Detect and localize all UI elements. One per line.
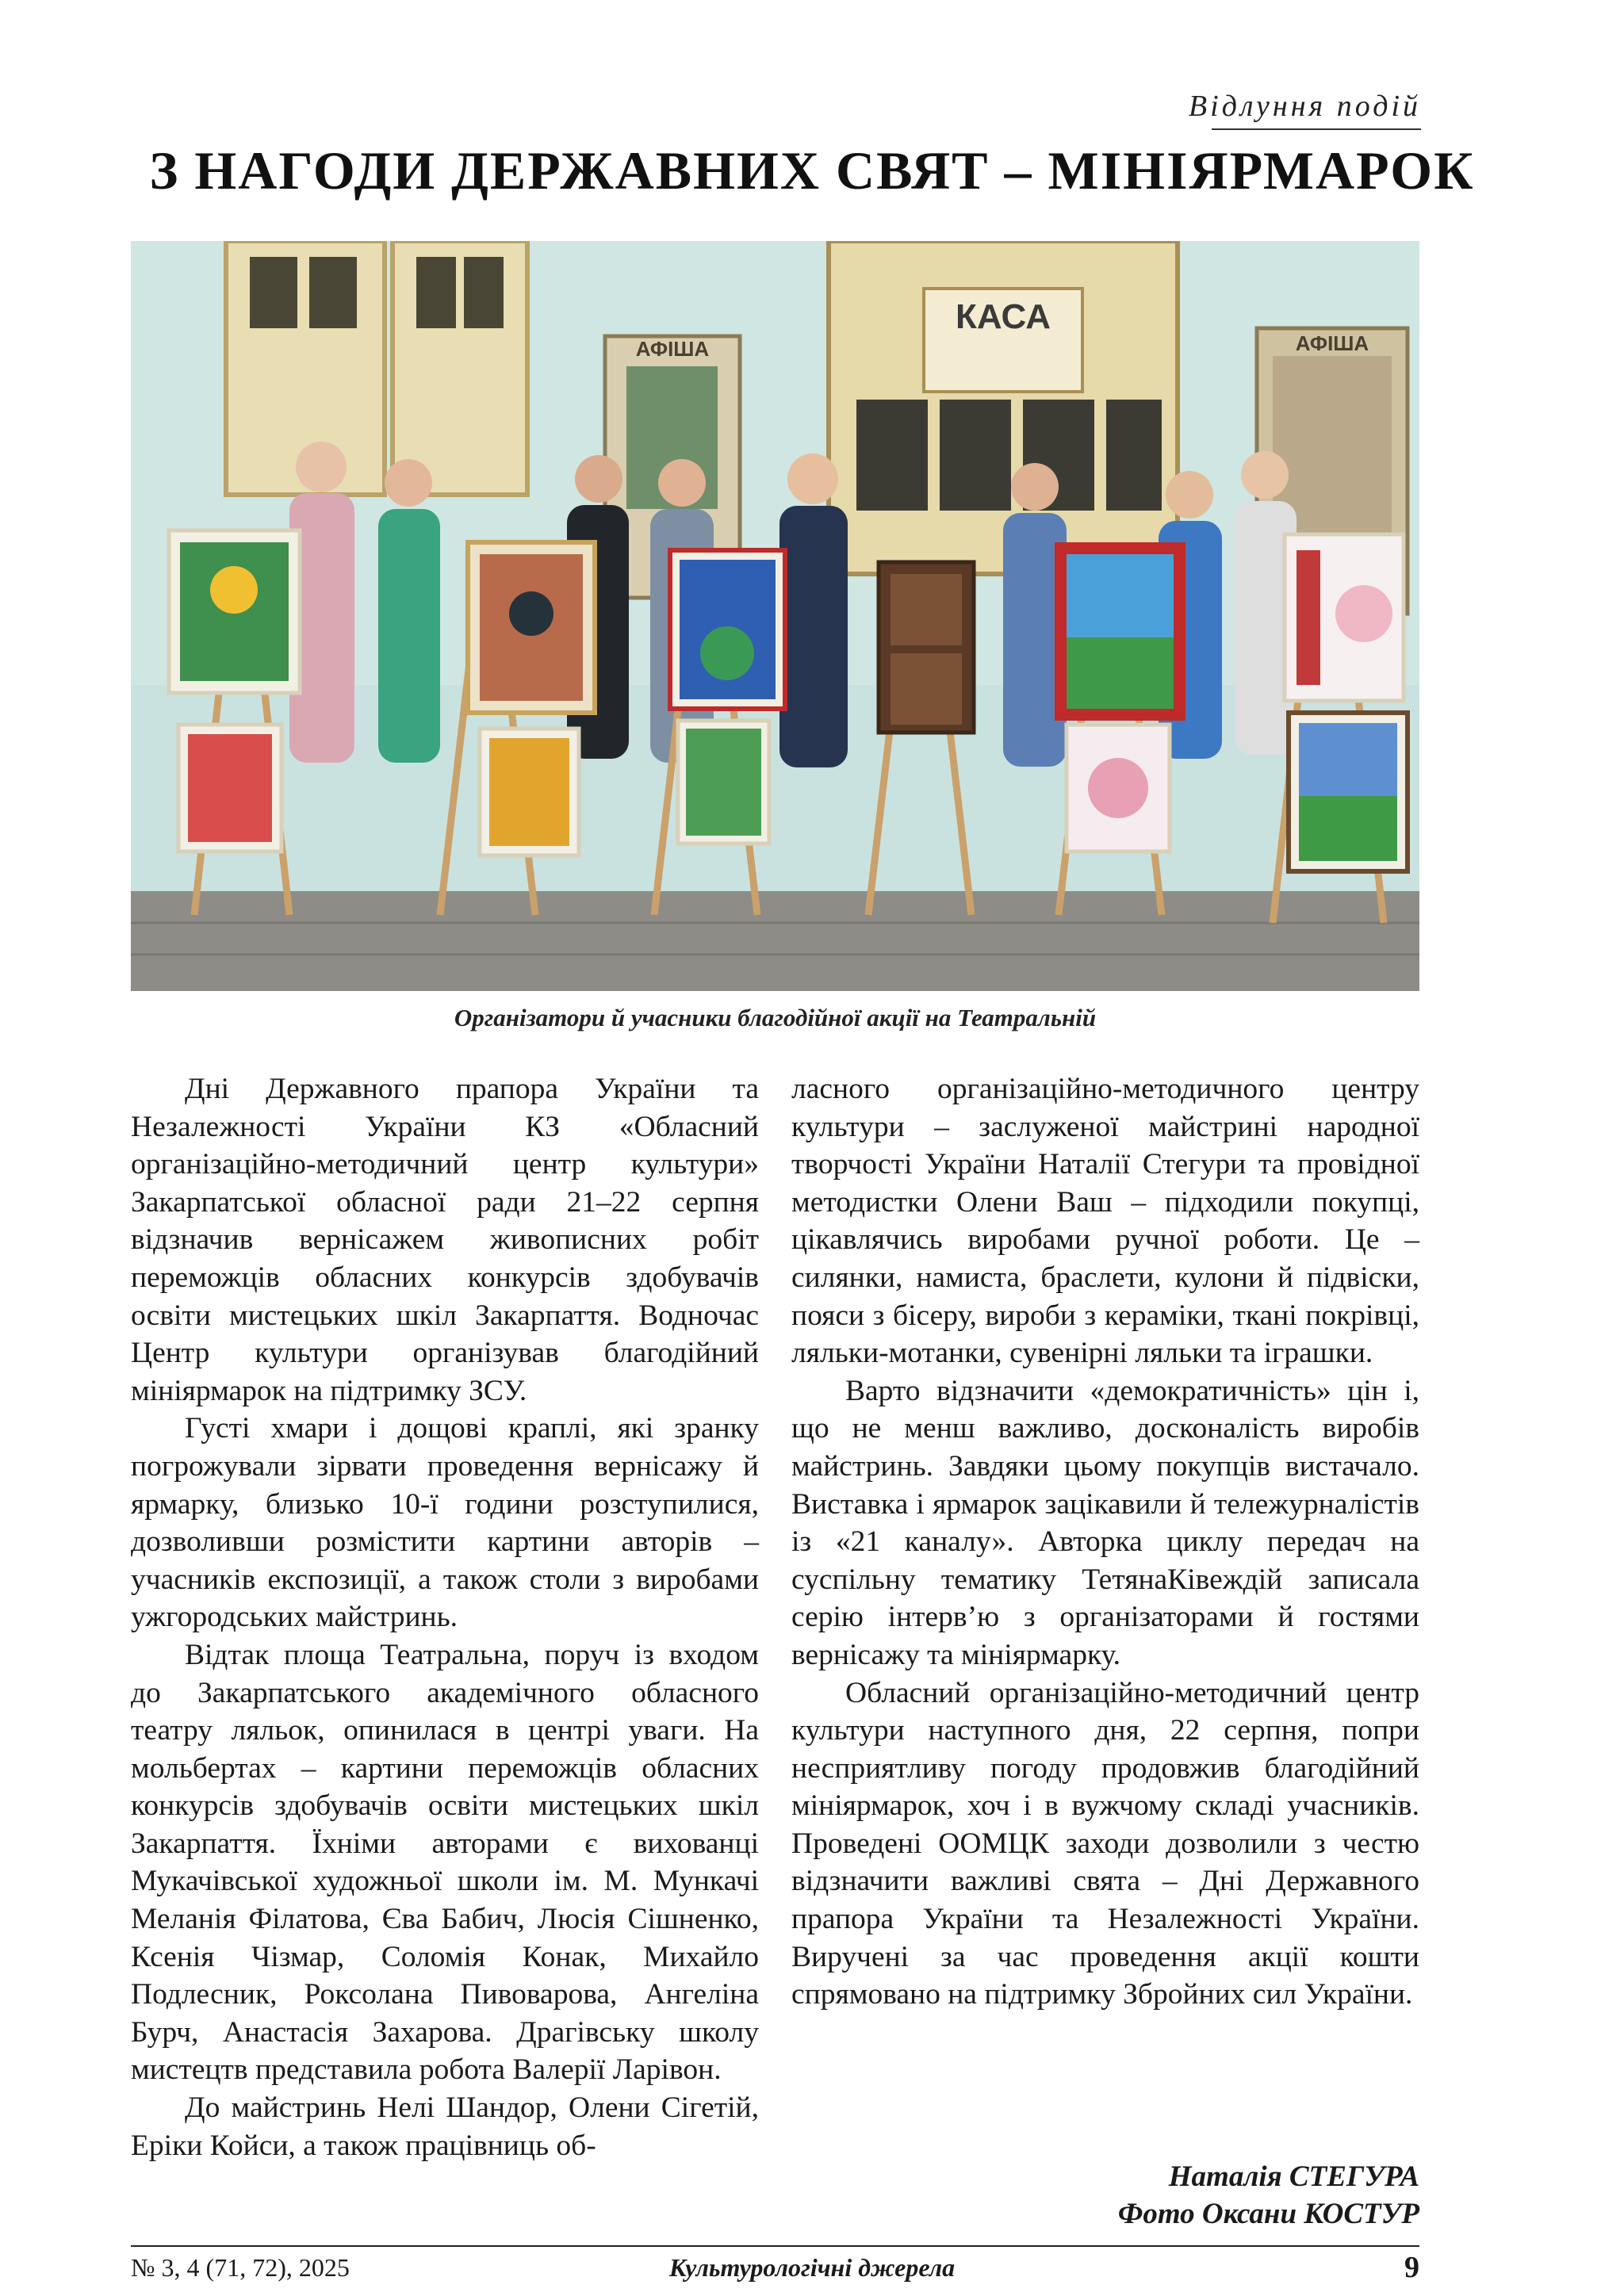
author-name: Наталія СТЕГУРА [1168,2160,1419,2193]
paragraph: Обласний організаційно-методичний центр культури наступного дня, 22 серпня, попри несприятливу погоду продовжив благодійний мініярмарок, хоч і в вужчому складі учасників. Проведені ООМЦК заходи дозволили з честю відзначити важливі свята – Дні Державного прапора України та Незалежності України. Виручені за час проведення акції кошти спрямовано на підтримку Збройних сил України. [791,1676,1419,2011]
page-number: 9 [1404,2251,1419,2284]
issue-number: № 3, 4 (71, 72), 2025 [131,2253,350,2282]
paragraph: Відтак площа Театральна, поруч із входом до Закарпатського академічного обласного театру ляльок, опинилася в центрі уваги. На мольбертах – картини переможців обласних конкурсів здобувачів освіти мистецьких шкіл Закарпаття. Їхніми авторами є вихованці Мукачівської художньої школи ім. М. Мункачі Меланія Філатова, Єва Бабич, Люсія Сішненко, Ксенія Чізмар, Соломія Конак, Михайло Подлесник, Роксолана Пивоварова, Ангеліна Бурч, Анастасія Захарова. Драгівську школу мистецтв представила робота Валерії Ларівон. [131,1638,759,2087]
poster-sign-left: АФІША [635,337,710,361]
journal-name: Культурологічні джерела [668,2253,956,2282]
paragraph: Дні Державного прапора України та Незалежності України КЗ «Обласний організаційно-методичний центр культури» Закарпатської обласної ради 21–22 серпня відзначив вернісажем живописних робіт переможців обласних конкурсів здобувачів освіти мистецьких шкіл Закарпаття. Водночас Центр культури організував благодійний мініярмарок на підтримку ЗСУ. [131,1073,759,1407]
photo-credit: Фото Оксани КОСТУР [1117,2198,1419,2230]
section-label: Відлуння подій [1188,90,1421,123]
byline [1118,2158,1419,2233]
article-column-left [131,1070,759,2164]
paragraph: Густі хмари і дощові краплі, які зранку погрожували зірвати проведення вернісажу й ярмарку, близько 10-ї години розступилися, дозволивши розмістити картини авторів – учасників експозиції, а також столи з виробами ужгородських майстринь. [131,1412,759,1634]
poster-sign-right: АФІША [1295,331,1369,355]
paragraph: Варто відзначити «демократичність» цін і, що не менш важливо, досконалість виробів майстринь. Завдяки цьому покупців вистачало. Виставка і ярмарок зацікавили й тележурналістів із «21 каналу». Авторка циклу передач на суспільну тематику ТетянаКівеждій записала серію інтерв’ю з організаторами й гостями вернісажу та мініярмарку. [791,1374,1419,1671]
article-column-right [791,1070,1419,2014]
box-office-sign: КАСА [956,297,1051,336]
section-rule [1212,128,1421,130]
article-title: З НАГОДИ ДЕРЖАВНИХ СВЯТ – МІНІЯРМАРОК [149,140,1475,201]
photo-caption: Організатори й учасники благодійної акції на Театральній [454,1004,1097,1031]
footer-rule [131,2245,1419,2247]
event-photo [131,241,1419,991]
paragraph: До майстринь Нелі Шандор, Олени Сігетій, Еріки Койси, а також працівниць об- [131,2091,759,2162]
paragraph: ласного організаційно-методичного центру культури – заслуженої майстрині народної творчості України Наталії Стегури та провідної методистки Олени Ваш – підходили покупці, цікавлячись виробами ручної роботи. Це – силянки, намиста, браслети, кулони й підвіски, пояси з бісеру, вироби з кераміки, ткані покрівці, ляльки-мотанки, сувенірні ляльки та іграшки. [791,1073,1419,1370]
